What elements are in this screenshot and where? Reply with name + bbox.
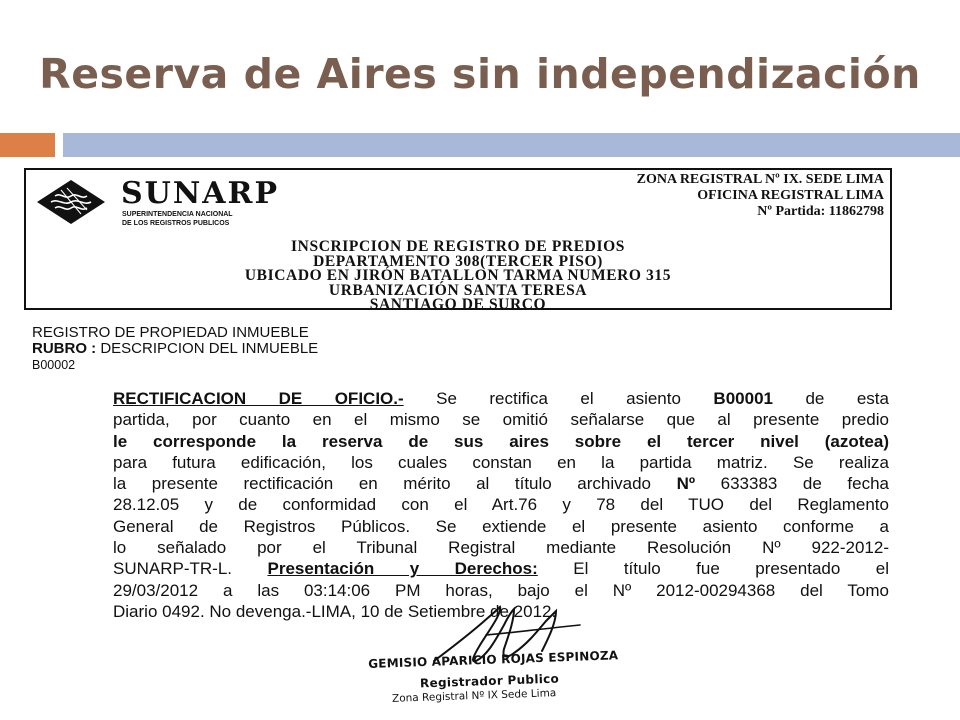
body-line	[113, 558, 889, 579]
zone-info	[637, 172, 884, 220]
inscripcion-line: INSCRIPCION DE REGISTRO DE PREDIOS	[291, 238, 625, 255]
body-fragment: SUNARP-TR-L.	[113, 559, 233, 579]
body-fragment: Nº	[676, 474, 696, 494]
registry-document-image	[0, 160, 960, 720]
signer-role: Registrador Publico	[419, 671, 560, 691]
body-fragment: de esta	[805, 389, 889, 408]
signer-zone: Zona Registral Nº IX Sede Lima	[391, 687, 557, 705]
rectificacion-title: RECTIFICACION DE OFICIO.-	[113, 389, 404, 408]
rubro-label: RUBRO :	[32, 340, 97, 357]
inscripcion-line: SANTIAGO DE SURCO	[369, 296, 547, 313]
body-line	[113, 473, 889, 494]
document-header	[24, 168, 892, 313]
registro-line: REGISTRO DE PROPIEDAD INMUEBLE	[32, 324, 309, 341]
body-fragment: El título fue presentado el	[573, 559, 889, 579]
body-line	[113, 388, 889, 409]
body-fragment: Se rectifica el asiento	[436, 389, 681, 408]
rubro-line	[32, 341, 318, 357]
sunarp-logo-icon	[37, 180, 105, 224]
registro-heading	[32, 325, 318, 373]
rubro-value: DESCRIPCION DEL INMUEBLE	[100, 340, 319, 357]
sunarp-subtitle-1: SUPERINTENDENCIA NACIONAL	[122, 211, 233, 218]
body-line: partida, por cuanto en el mismo se omitió señalarse que al presente predio	[113, 410, 889, 430]
body-line: General de Registros Públicos. Se extiende el presente asiento conforme a	[113, 516, 889, 536]
body-line: 29/03/2012 a las 03:14:06 PM horas, bajo el Nº 2012-00294368 del Tomo	[113, 580, 889, 600]
accent-bar-orange	[0, 133, 55, 157]
body-line: Diario 0492. No devenga.-LIMA, 10 de Setiembre de 2012.	[113, 601, 557, 621]
sunarp-subtitle-2: DE LOS REGISTROS PUBLICOS	[122, 220, 230, 227]
sunarp-name: SUNARP	[121, 176, 280, 211]
office-line: OFICINA REGISTRAL LIMA	[697, 188, 884, 203]
inscripcion-line: URBANIZACIÓN SANTA TERESA	[328, 281, 588, 299]
body-fragment: la presente rectificación en mérito al título archivado	[113, 474, 652, 494]
asiento-code: B00002	[32, 358, 76, 372]
asiento-ref: B00001	[713, 389, 773, 408]
partida-line: Nº Partida: 11862798	[757, 204, 884, 219]
handwritten-signature-icon	[430, 605, 590, 683]
asiento-body	[113, 388, 889, 622]
inscripcion-block	[26, 240, 890, 313]
presentacion-title: Presentación y Derechos:	[267, 559, 538, 579]
zone-line: ZONA REGISTRAL Nº IX. SEDE LIMA	[636, 172, 884, 187]
slide-title: Reserva de Aires sin independización	[39, 50, 921, 98]
inscripcion-line: DEPARTAMENTO 308(TERCER PISO)	[313, 252, 603, 270]
body-line: 28.12.05 y de conformidad con el Art.76 y 78 del TUO del Reglamento	[113, 495, 889, 515]
body-line	[113, 431, 889, 452]
body-fragment: 633383 de fecha	[720, 474, 889, 494]
signer-name: GEMISIO APARICIO ROJAS ESPINOZA	[368, 648, 619, 671]
body-line: lo señalado por el Tribunal Registral mediante Resolución Nº 922-2012-	[113, 538, 889, 558]
body-line: para futura edificación, los cuales constan en la partida matriz. Se realiza	[113, 452, 889, 472]
accent-bar-blue	[63, 133, 960, 157]
body-bold-line: le corresponde la reserva de sus aires sobre el tercer nivel (azotea)	[113, 431, 889, 451]
inscripcion-line: UBICADO EN JIRÓN BATALLON TARMA NUMERO 315	[244, 267, 672, 284]
